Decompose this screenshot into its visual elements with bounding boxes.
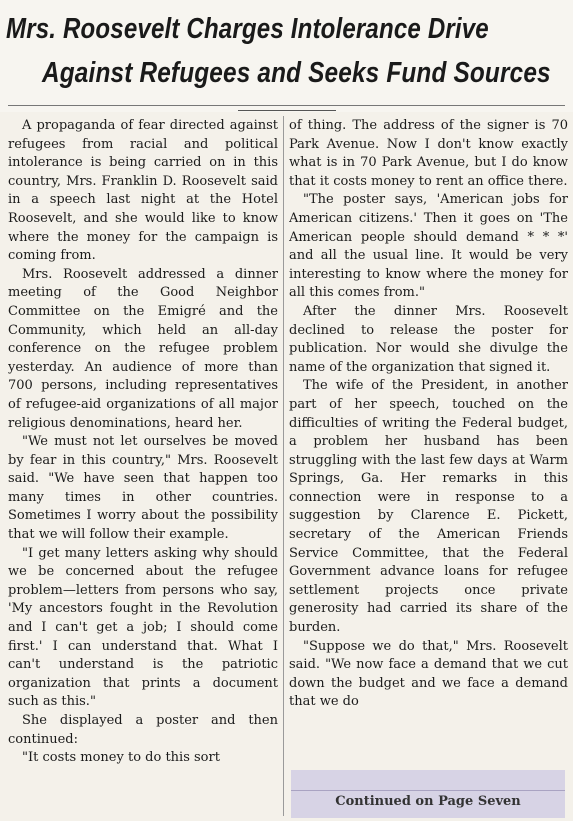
paragraph: A propaganda of fear directed against refugees from racial and political intolerance is being carried on in this country, Mrs. Franklin D. Roosevelt said in a speech last night at the Hotel Roosevelt, and she would like to know where the money for the campaign is coming from. (8, 118, 278, 264)
headline-line-1: Mrs. Roosevelt Charges Intolerance Drive (6, 13, 489, 45)
article-column-left (8, 117, 278, 821)
headline-rule (8, 105, 565, 106)
paragraph: of thing. The address of the signer is 70 Park Avenue. Now I don't know exactly what is in 70 Park Avenue, but I do know that it costs money to rent an office there. (289, 118, 568, 189)
headline-line-2: Against Refugees and Seeks Fund Sources (42, 57, 551, 89)
continued-rule (291, 790, 565, 791)
paragraph: "It costs money to do this sort (22, 750, 220, 766)
paragraph: Mrs. Roosevelt addressed a dinner meeting of the Good Neighbor Committee on the Emigré and the Community, which held an all-day conference on the refugee problem yesterday. An audience of more than 700 persons, including representatives of refugee-aid organizations of all major religious denominations, heard her. (8, 266, 278, 431)
column-divider (283, 116, 284, 816)
paragraph: "I get many letters asking why should we be concerned about the refugee problem—letters from persons who say, 'My ancestors fought in the Revolution and I can't get a job; I should come first.' I can understand that. What I can't understand is the patriotic organization that prints a document such as this." (8, 545, 278, 710)
paragraph: "The poster says, 'American jobs for American citizens.' Then it goes on 'The American people should demand * * *' and all the usual line. It would be very interesting to know where the money for all this comes from." (289, 192, 568, 301)
paragraph: "We must not let ourselves be moved by fear in this country," Mrs. Roosevelt said. "We have seen that happen too many times in other countries. Sometimes I worry about the possibility that we will follow their example. (8, 434, 278, 543)
article-column-right (289, 117, 568, 821)
paragraph: She displayed a poster and then continued: (8, 713, 278, 747)
headline-short-rule (238, 110, 336, 111)
paragraph: After the dinner Mrs. Roosevelt declined to release the poster for publication. Nor would she divulge the name of the organization that signed it. (289, 303, 568, 375)
paragraph: The wife of the President, in another part of her speech, touched on the difficulties of writing the Federal budget, a problem her husband has been struggling with the last few days at Warm Springs, Ga. Her remarks in this connection were in response to a suggestion by Clarence E. Pickett, secretary of the American Friends Service Committee, that the Federal Government advance loans for refugee settlement projects once private generosity had carried its share of the burden. (289, 378, 568, 636)
headline-block (0, 0, 573, 112)
continued-on-page-link[interactable] (291, 770, 565, 818)
continued-label: Continued on Page Seven (335, 794, 521, 809)
paragraph: "Suppose we do that," Mrs. Roosevelt said. "We now face a demand that we cut down the budget and we face a demand that we do (289, 638, 568, 710)
